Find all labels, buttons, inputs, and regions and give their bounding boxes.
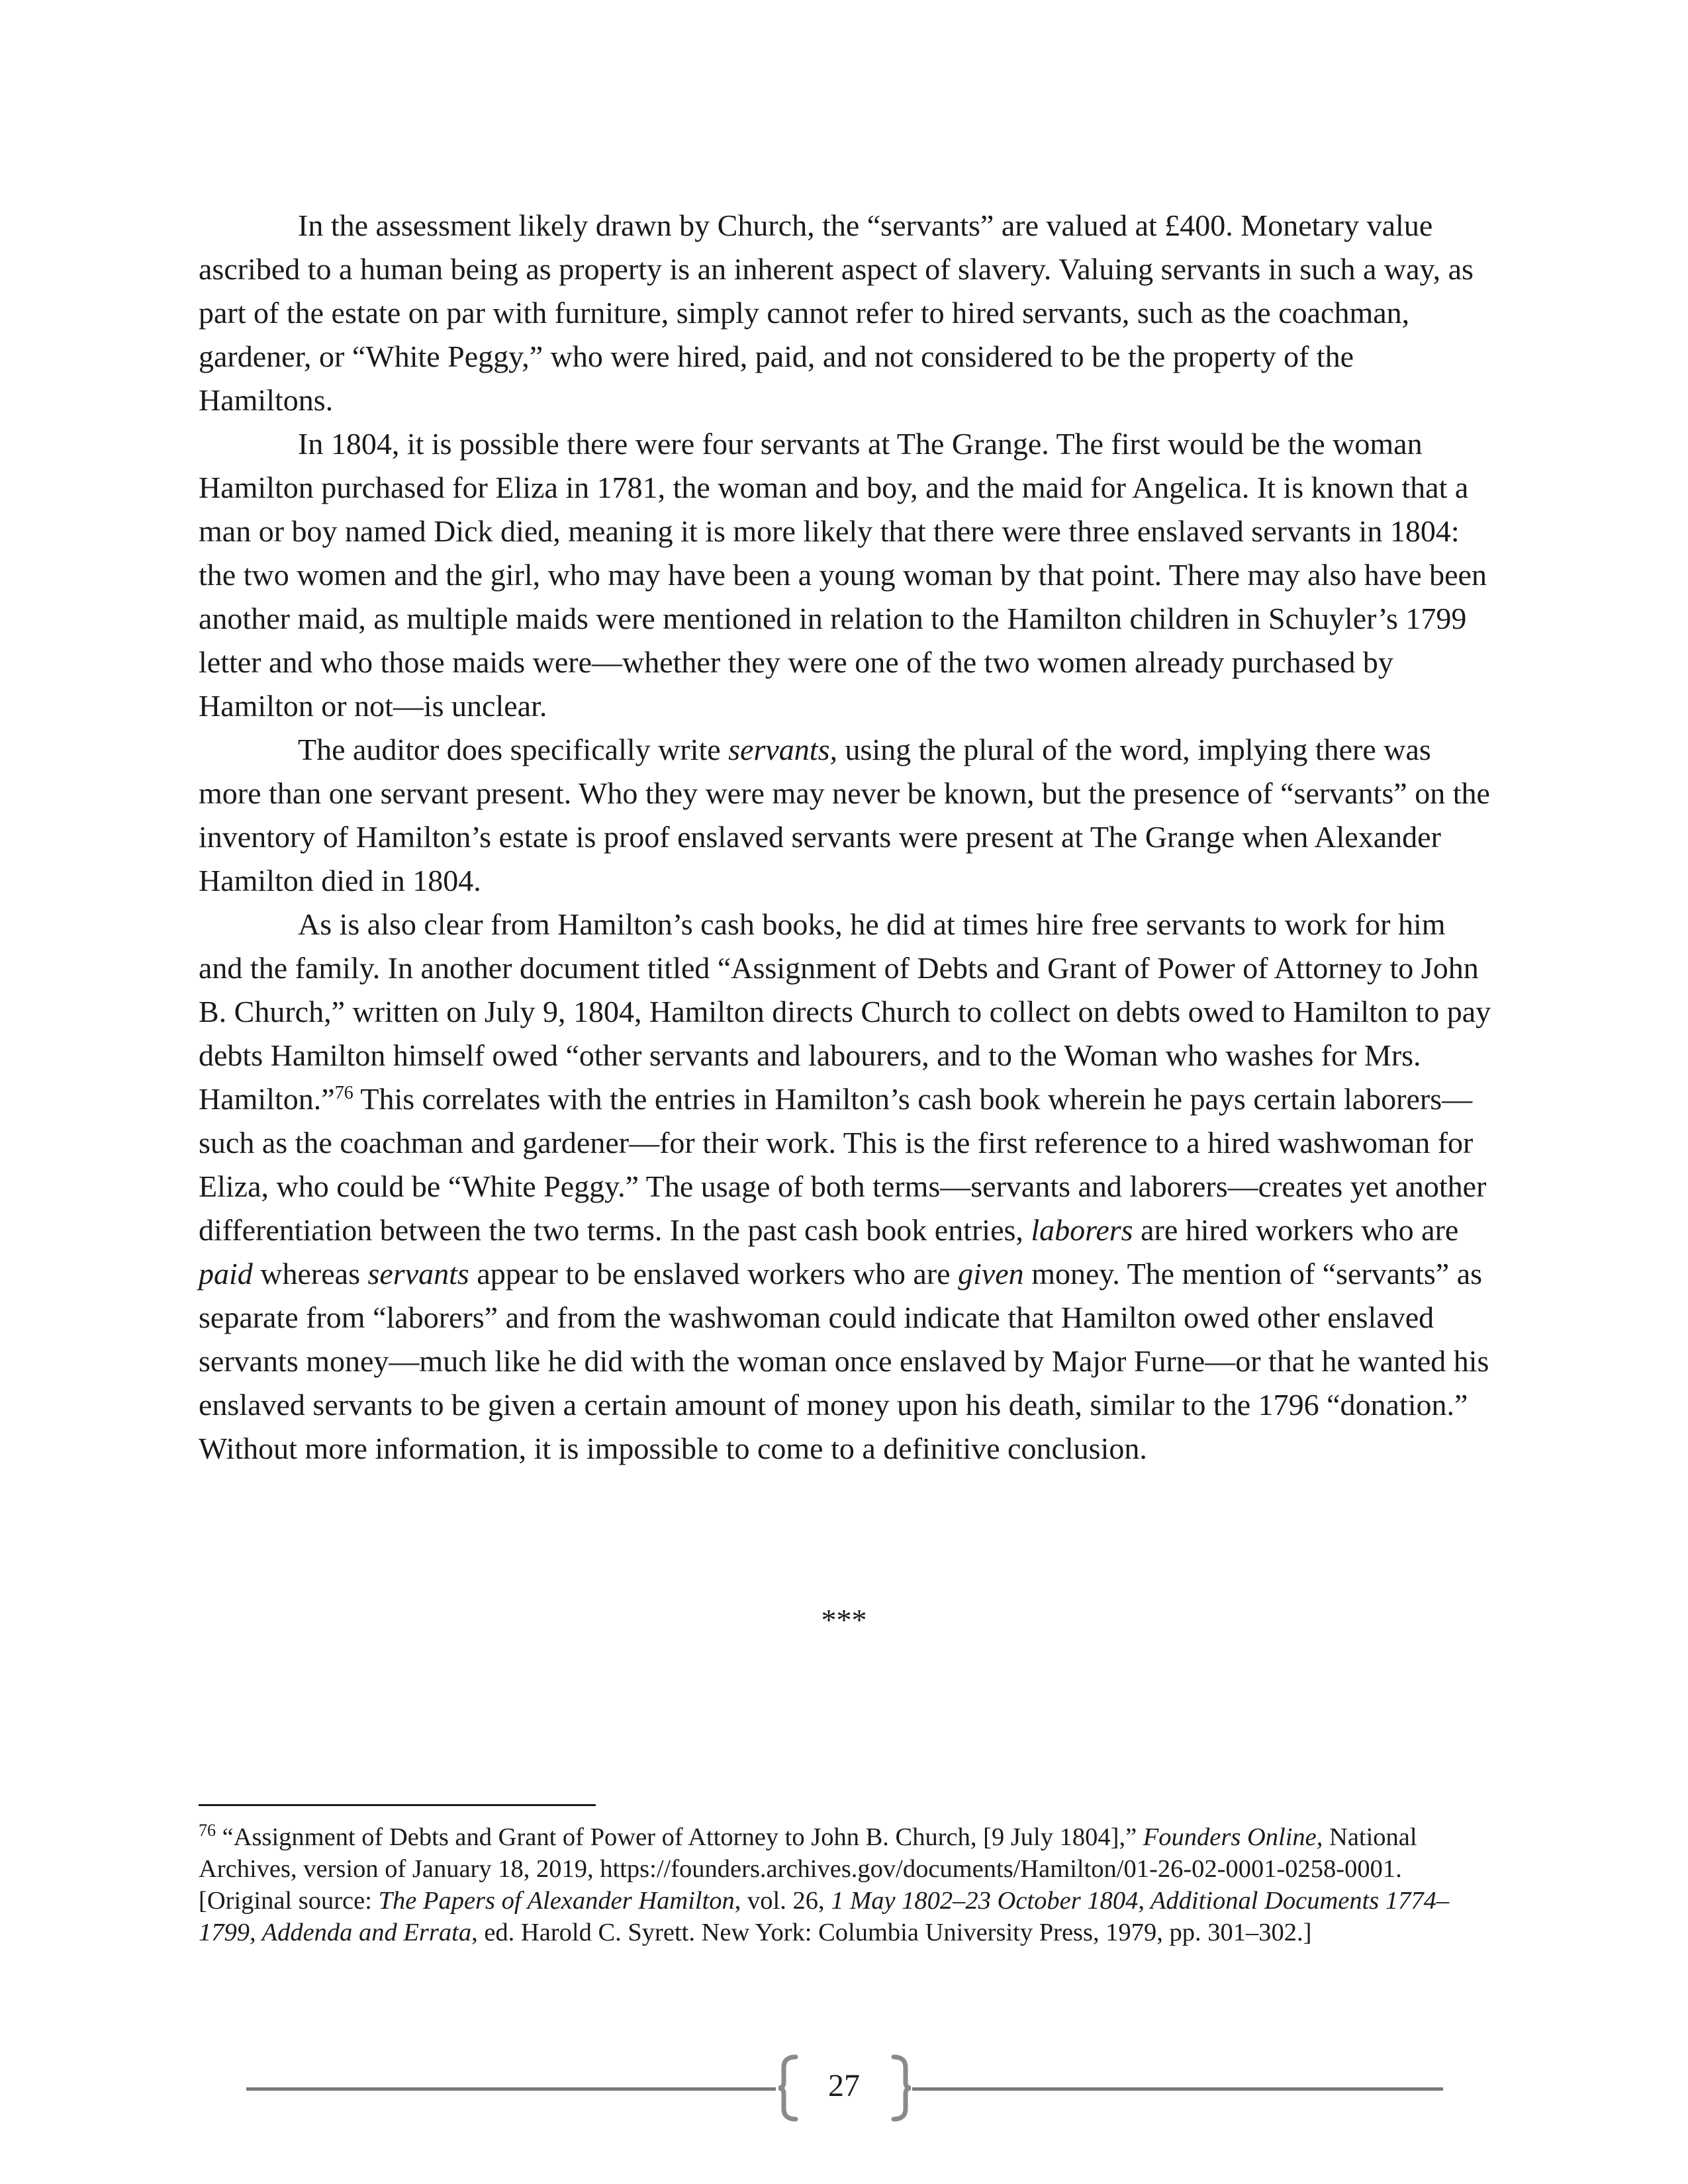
text-run: National Archives, version of January 18, 2019, https://founders.archives.gov/documents/Hamilton/01-26-02-0001-0258-0001. [Original source:: [199, 1823, 1417, 1915]
body-text: [199, 204, 1493, 1471]
emphasis: servants,: [728, 733, 837, 766]
text-run: This correlates with the entries in Hamilton’s cash book wherein he pays certain laborers—such as the coachman and gardener—for their work. This is the first reference to a hired washwoman for Eliza, who could be “White Peggy.” The usage of both terms—servants and laborers—creates yet another differentiation between the two terms. In the past cash book entries,: [199, 1082, 1487, 1247]
text-run: In the assessment likely drawn by Church, the “servants” are valued at £400. Monetary value ascribed to a human being as property is an inherent aspect of slavery. Valuing servants in such a way, as part of the estate on par with furniture, simply cannot refer to hired servants, such as the coachman, gardener, or “White Peggy,” who were hired, paid, and not considered to be the property of the Hamiltons.: [199, 208, 1474, 417]
footnote-reference: 76: [334, 1083, 353, 1103]
section-separator: ***: [821, 1603, 867, 1637]
text-run: money. The mention of “servants” as separate from “laborers” and from the washwoman could indicate that Hamilton owed other enslaved servants money—much like he did with the woman once enslaved by Major Furne—or that he wanted his enslaved servants to be given a certain amount of money upon his death, similar to the 1796 “donation.” Without more information, it is impossible to come to a definitive conclusion.: [199, 1257, 1489, 1465]
paragraph: [199, 204, 1493, 422]
emphasis: servants: [367, 1257, 469, 1291]
footer-rule-left: [246, 2087, 776, 2091]
text-run: In 1804, it is possible there were four servants at The Grange. The first would be the woman Hamilton purchased for Eliza in 1781, the woman and boy, and the maid for Angelica. It is known that a man or boy named Dick died, meaning it is more likely that there were three enslaved servants in 1804: the two women and the girl, who may have been a young woman by that point. There may also have been another maid, as multiple maids were mentioned in relation to the Hamilton children in Schuyler’s 1799 letter and who those maids were—whether they were one of the two women already purchased by Hamilton or not—is unclear.: [199, 427, 1487, 723]
text-run: whereas: [252, 1257, 368, 1291]
text-run: , ed. Harold C. Syrett. New York: Columbia University Press, 1979, pp. 301–302.]: [471, 1919, 1312, 1946]
paragraph: [199, 728, 1493, 903]
page-footer: [0, 2052, 1688, 2124]
text-run: using the plural of the word, implying there was more than one servant present. Who they were may never be known, but the presence of “servants” on the inventory of Hamilton’s estate is proof enslaved servants were present at The Grange when Alexander Hamilton died in 1804.: [199, 733, 1490, 897]
footnote-text: [199, 1823, 1449, 1946]
paragraph: [199, 903, 1493, 1471]
emphasis: paid: [199, 1257, 253, 1291]
page-number: 27: [828, 2068, 860, 2103]
text-run: , vol. 26,: [734, 1887, 831, 1915]
emphasis: laborers: [1031, 1213, 1133, 1247]
footnote: [199, 1821, 1493, 1948]
emphasis: The Papers of Alexander Hamilton: [378, 1887, 735, 1915]
footer-rule-right: [912, 2087, 1443, 2091]
text-run: are hired workers who are: [1133, 1213, 1459, 1247]
footnote-number: 76: [199, 1821, 216, 1840]
text-run: The auditor does specifically write: [298, 733, 729, 766]
text-run: As is also clear from Hamilton’s cash books, he did at times hire free servants to work for him and the family. In another document titled “Assignment of Debts and Grant of Power of Attorney to John B. Church,” written on July 9, 1804, Hamilton directs Church to collect on debts owed to Hamilton to pay debts Hamilton himself owed “other servants and labourers, and to the Woman who washes for Mrs. Hamilton.”: [199, 907, 1491, 1116]
right-brace-icon: [888, 2052, 915, 2124]
emphasis: Founders Online,: [1143, 1823, 1323, 1851]
footnote-rule: [199, 1804, 596, 1806]
paragraph: [199, 422, 1493, 728]
text-run: “Assignment of Debts and Grant of Power of Attorney to John B. Church, [9 July 1804],”: [216, 1823, 1143, 1851]
emphasis: given: [958, 1257, 1024, 1291]
text-run: appear to be enslaved workers who are: [469, 1257, 959, 1291]
left-brace-icon: [774, 2052, 801, 2124]
emphasis: 1 May 1802–23 October 1804, Additional Documents 1774–1799, Addenda and Errata: [199, 1887, 1450, 1946]
